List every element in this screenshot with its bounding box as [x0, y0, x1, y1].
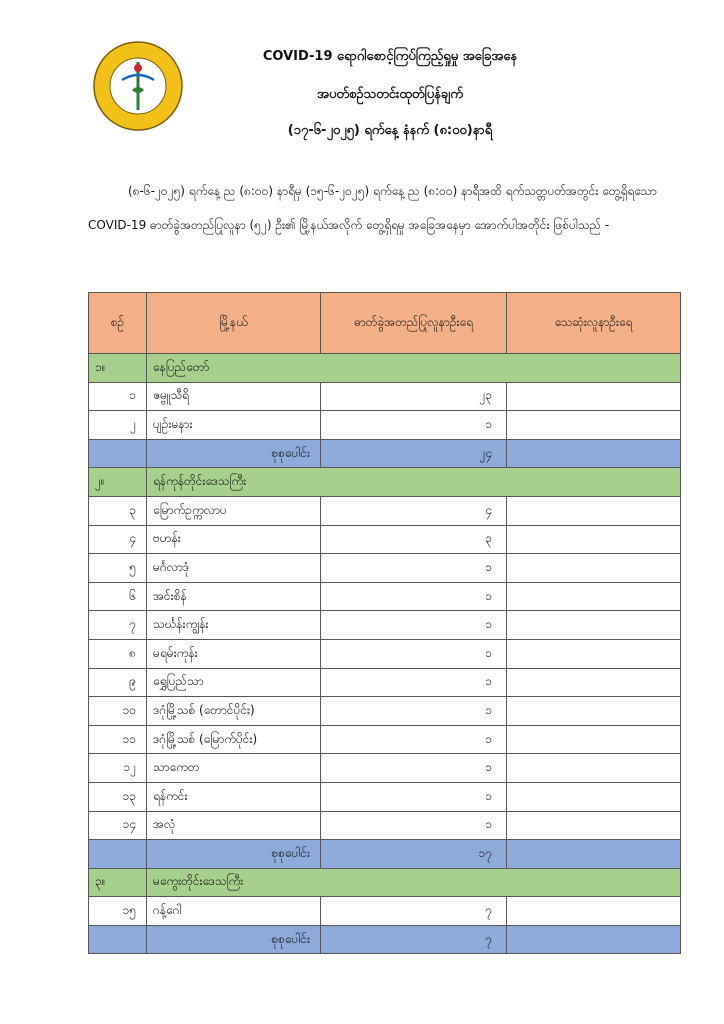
confirmed-cases: ၁: [321, 697, 507, 726]
confirmed-cases: ၄: [321, 496, 507, 525]
section-name: နေပြည်တော်: [147, 354, 681, 383]
township-name: ဒဂုံမြို့သစ် (တောင်ပိုင်း): [147, 697, 321, 726]
deaths: [507, 754, 681, 783]
cases-table: [88, 292, 681, 954]
confirmed-cases: ၁: [321, 782, 507, 811]
table-row: [89, 639, 681, 668]
row-number: ၅: [89, 554, 147, 583]
confirmed-cases: ၁: [321, 811, 507, 840]
table-row: [89, 582, 681, 611]
deaths: [507, 782, 681, 811]
table-row: [89, 525, 681, 554]
township-name: ရန်ကင်း: [147, 782, 321, 811]
township-name: မရမ်းကုန်း: [147, 639, 321, 668]
section-row: [89, 868, 681, 897]
row-number: ၁၅: [89, 897, 147, 926]
row-number: ၄: [89, 525, 147, 554]
table-row: [89, 754, 681, 783]
report-title-line2: အပတ်စဉ်သတင်းထုတ်ပြန်ချက်: [317, 87, 463, 102]
row-number: ၆: [89, 582, 147, 611]
total-deaths: [507, 840, 681, 869]
table-row: [89, 782, 681, 811]
confirmed-cases: ၁: [321, 754, 507, 783]
confirmed-cases: ၁: [321, 411, 507, 440]
confirmed-cases: ၁: [321, 554, 507, 583]
township-name: ဂန့်ဂေါ: [147, 897, 321, 926]
total-cases: ၇: [321, 925, 507, 954]
table-row: [89, 697, 681, 726]
confirmed-cases: ၁: [321, 725, 507, 754]
row-number: ၁: [89, 382, 147, 411]
table-row: [89, 382, 681, 411]
total-deaths: [507, 439, 681, 468]
header-no: စဉ်: [89, 293, 147, 354]
township-name: ဇမ္ဗူသီရိ: [147, 382, 321, 411]
confirmed-cases: ၁: [321, 611, 507, 640]
deaths: [507, 725, 681, 754]
row-number: ၁၃: [89, 782, 147, 811]
table-header-row: [89, 293, 681, 354]
section-name: ရန်ကုန်တိုင်းဒေသကြီး: [147, 468, 681, 497]
intro-paragraph: (၈-၆-၂၀၂၅) ရက်နေ့ ည (၈:၀၀) နာရီမှ (၁၅-၆-၂၀၂၅) ရက်နေ့ ည (၈:၀၀) နာရီအထိ ရက်သတ္တပတ်အတွင်း တွေ့ရှိရသော COVID-19 ဓာတ်ခွဲအတည်ပြုလူနာ (၅၂) ဦး၏ မြို့နယ်အလိုက် တွေ့ရှိရမှု အခြေအနေမှာ အောက်ပါအတိုင်း ဖြစ်ပါသည် -: [88, 184, 657, 232]
deaths: [507, 411, 681, 440]
total-cases: ၂၄: [321, 439, 507, 468]
section-number: ၃။: [89, 868, 147, 897]
total-blank: [89, 840, 147, 869]
deaths: [507, 811, 681, 840]
table-row: [89, 897, 681, 926]
township-name: ဒဂုံမြို့သစ် (မြောက်ပိုင်း): [147, 725, 321, 754]
table-row: [89, 725, 681, 754]
township-name: သင်္ဃန်းကျွန်း: [147, 611, 321, 640]
deaths: [507, 611, 681, 640]
header-confirmed-cases: ဓာတ်ခွဲအတည်ပြုလူနာဦးရေ: [321, 293, 507, 354]
township-name: မင်္ဂလာဒုံ: [147, 554, 321, 583]
report-title-line3: (၁၇-၆-၂၀၂၅) ရက်နေ့ နံနက် (၈:၀၀)နာရီ: [287, 123, 493, 138]
total-row: [89, 439, 681, 468]
deaths: [507, 496, 681, 525]
township-name: အလုံ: [147, 811, 321, 840]
header-deaths: သေဆုံးလူနာဦးရေ: [507, 293, 681, 354]
township-name: သာကေတ: [147, 754, 321, 783]
deaths: [507, 582, 681, 611]
deaths: [507, 554, 681, 583]
section-number: ၁။: [89, 354, 147, 383]
row-number: ၁၂: [89, 754, 147, 783]
table-row: [89, 611, 681, 640]
section-name: မကွေးတိုင်းဒေသကြီး: [147, 868, 681, 897]
table-row: [89, 811, 681, 840]
section-number: ၂။: [89, 468, 147, 497]
row-number: ၁၀: [89, 697, 147, 726]
confirmed-cases: ၃: [321, 525, 507, 554]
total-blank: [89, 439, 147, 468]
confirmed-cases: ၁: [321, 639, 507, 668]
total-row: [89, 840, 681, 869]
township-name: ပျဉ်းမနား: [147, 411, 321, 440]
ministry-of-health-logo: [92, 40, 184, 132]
row-number: ၁၁: [89, 725, 147, 754]
total-deaths: [507, 925, 681, 954]
deaths: [507, 897, 681, 926]
deaths: [507, 697, 681, 726]
total-cases: ၁၇: [321, 840, 507, 869]
table-row: [89, 668, 681, 697]
header-township: မြို့နယ်: [147, 293, 321, 354]
township-name: မြောက်ဥက္ကလာပ: [147, 496, 321, 525]
report-title-line1: COVID-19 ရောဂါစောင့်ကြပ်ကြည့်ရှုမှု အခြေအနေ: [262, 49, 518, 64]
total-blank: [89, 925, 147, 954]
table-row: [89, 554, 681, 583]
row-number: ၁၄: [89, 811, 147, 840]
total-row: [89, 925, 681, 954]
row-number: ၈: [89, 639, 147, 668]
row-number: ၇: [89, 611, 147, 640]
row-number: ၉: [89, 668, 147, 697]
confirmed-cases: ၂၃: [321, 382, 507, 411]
township-name: ဗဟန်း: [147, 525, 321, 554]
confirmed-cases: ၁: [321, 668, 507, 697]
section-row: [89, 468, 681, 497]
section-row: [89, 354, 681, 383]
row-number: ၃: [89, 496, 147, 525]
total-label: စုစုပေါင်း: [147, 840, 321, 869]
total-label: စုစုပေါင်း: [147, 925, 321, 954]
deaths: [507, 382, 681, 411]
confirmed-cases: ၇: [321, 897, 507, 926]
township-name: အင်းစိန်: [147, 582, 321, 611]
deaths: [507, 525, 681, 554]
deaths: [507, 668, 681, 697]
table-row: [89, 411, 681, 440]
township-name: ရွှေပြည်သာ: [147, 668, 321, 697]
deaths: [507, 639, 681, 668]
table-row: [89, 496, 681, 525]
confirmed-cases: ၁: [321, 582, 507, 611]
row-number: ၂: [89, 411, 147, 440]
total-label: စုစုပေါင်း: [147, 439, 321, 468]
